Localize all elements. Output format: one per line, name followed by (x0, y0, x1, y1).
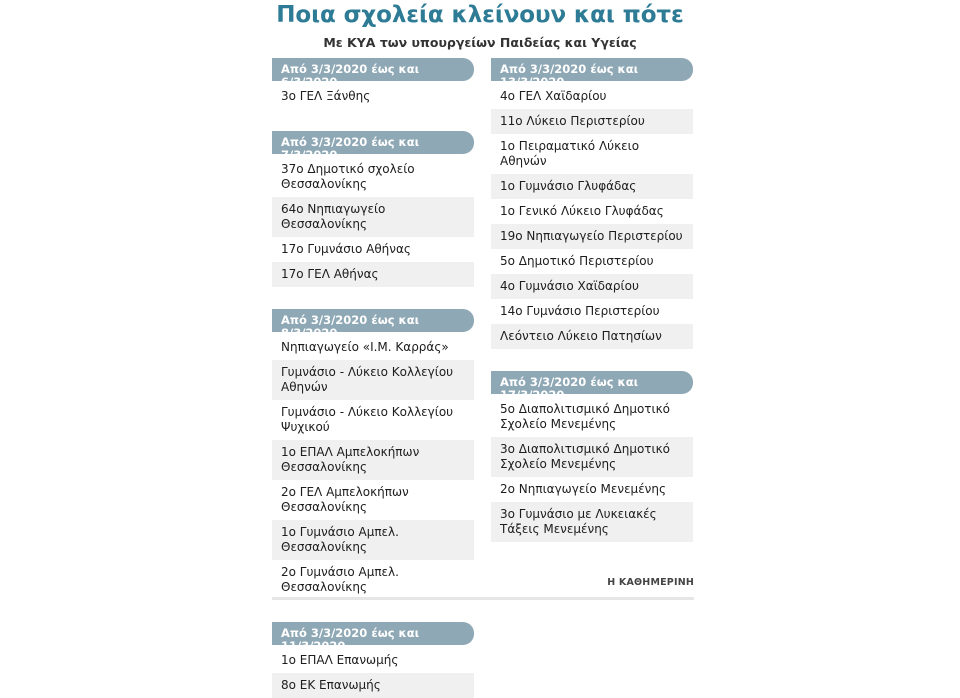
school-list-item: 5ο Δημοτικό Περιστερίου (491, 249, 693, 274)
school-list-item: 1ο Πειραματικό Λύκειο Αθηνών (491, 134, 693, 174)
school-list-item: 64ο Νηπιαγωγείο Θεσσαλονίκης (272, 197, 474, 237)
school-list-item: 2ο ΓΕΛ Αμπελοκήπων Θεσσαλονίκης (272, 480, 474, 520)
group-spacer (272, 109, 474, 131)
group-spacer (272, 600, 474, 622)
date-range-header: Από 3/3/2020 έως και 8/3/2020 (272, 309, 474, 332)
publisher-credit: Η ΚΑΘΗΜΕΡΙΝΗ (607, 577, 694, 588)
columns-container (272, 58, 694, 698)
school-list-item: 37ο Δημοτικό σχολείο Θεσσαλονίκης (272, 157, 474, 197)
date-range-header: Από 3/3/2020 έως και 17/3/2020 (491, 371, 693, 394)
header (0, 0, 960, 51)
school-list-item: 11ο Λύκειο Περιστερίου (491, 109, 693, 134)
school-list-item: 1ο ΕΠΑΛ Αμπελοκήπων Θεσσαλονίκης (272, 440, 474, 480)
school-list (272, 157, 474, 287)
date-group (272, 309, 474, 600)
school-list-item: 2ο Γυμνάσιο Αμπελ. Θεσσαλονίκης (272, 560, 474, 600)
group-spacer (272, 287, 474, 309)
school-list-item: Λεόντειο Λύκειο Πατησίων (491, 324, 693, 349)
date-group (491, 58, 693, 349)
school-list (272, 335, 474, 600)
school-list-item: 4ο Γυμνάσιο Χαϊδαρίου (491, 274, 693, 299)
school-list-item: 8ο ΕΚ Επανωμής (272, 673, 474, 698)
school-list-item: 14ο Γυμνάσιο Περιστερίου (491, 299, 693, 324)
right-column (491, 58, 693, 542)
date-range-header: Από 3/3/2020 έως και 7/3/2020 (272, 131, 474, 154)
school-list-item: 1ο Γυμνάσιο Γλυφάδας (491, 174, 693, 199)
school-list-item: 1ο Γυμνάσιο Αμπελ. Θεσσαλονίκης (272, 520, 474, 560)
school-list-item: 3ο Γυμνάσιο με Λυκειακές Τάξεις Μενεμένης (491, 502, 693, 542)
page-subtitle: Με ΚΥΑ των υπουργείων Παιδείας και Υγείας (323, 35, 637, 50)
school-list-item: 3ο ΓΕΛ Ξάνθης (272, 84, 474, 109)
school-list-item: Γυμνάσιο - Λύκειο Κολλεγίου Ψυχικού (272, 400, 474, 440)
school-list-item: 2ο Νηπιαγωγείο Μενεμένης (491, 477, 693, 502)
school-list (491, 397, 693, 542)
school-list-item: 17ο Γυμνάσιο Αθήνας (272, 237, 474, 262)
date-group (272, 131, 474, 287)
school-list-item: 17ο ΓΕΛ Αθήνας (272, 262, 474, 287)
school-list-item: 19ο Νηπιαγωγείο Περιστερίου (491, 224, 693, 249)
date-group (272, 622, 474, 698)
school-list-item: 1ο ΕΠΑΛ Επανωμής (272, 648, 474, 673)
school-list-item: 4ο ΓΕΛ Χαϊδαρίου (491, 84, 693, 109)
date-group (491, 371, 693, 542)
school-list (272, 648, 474, 698)
school-list-item: Γυμνάσιο - Λύκειο Κολλεγίου Αθηνών (272, 360, 474, 400)
left-column (272, 58, 474, 698)
school-list-item: Νηπιαγωγείο «Ι.Μ. Καρράς» (272, 335, 474, 360)
date-range-header: Από 3/3/2020 έως και 11/3/2020 (272, 622, 474, 645)
school-list-item: 5ο Διαπολιτισμικό Δημοτικό Σχολείο Μενεμένης (491, 397, 693, 437)
page-title: Ποια σχολεία κλείνουν και πότε (276, 2, 684, 28)
date-range-header: Από 3/3/2020 έως και 13/3/2020 (491, 58, 693, 81)
school-list-item: 3ο Διαπολιτισμικό Δημοτικό Σχολείο Μενεμένης (491, 437, 693, 477)
date-range-header: Από 3/3/2020 έως και 6/3/2020 (272, 58, 474, 81)
group-spacer (491, 349, 693, 371)
date-group (272, 58, 474, 109)
school-list-item: 1ο Γενικό Λύκειο Γλυφάδας (491, 199, 693, 224)
school-list (491, 84, 693, 349)
